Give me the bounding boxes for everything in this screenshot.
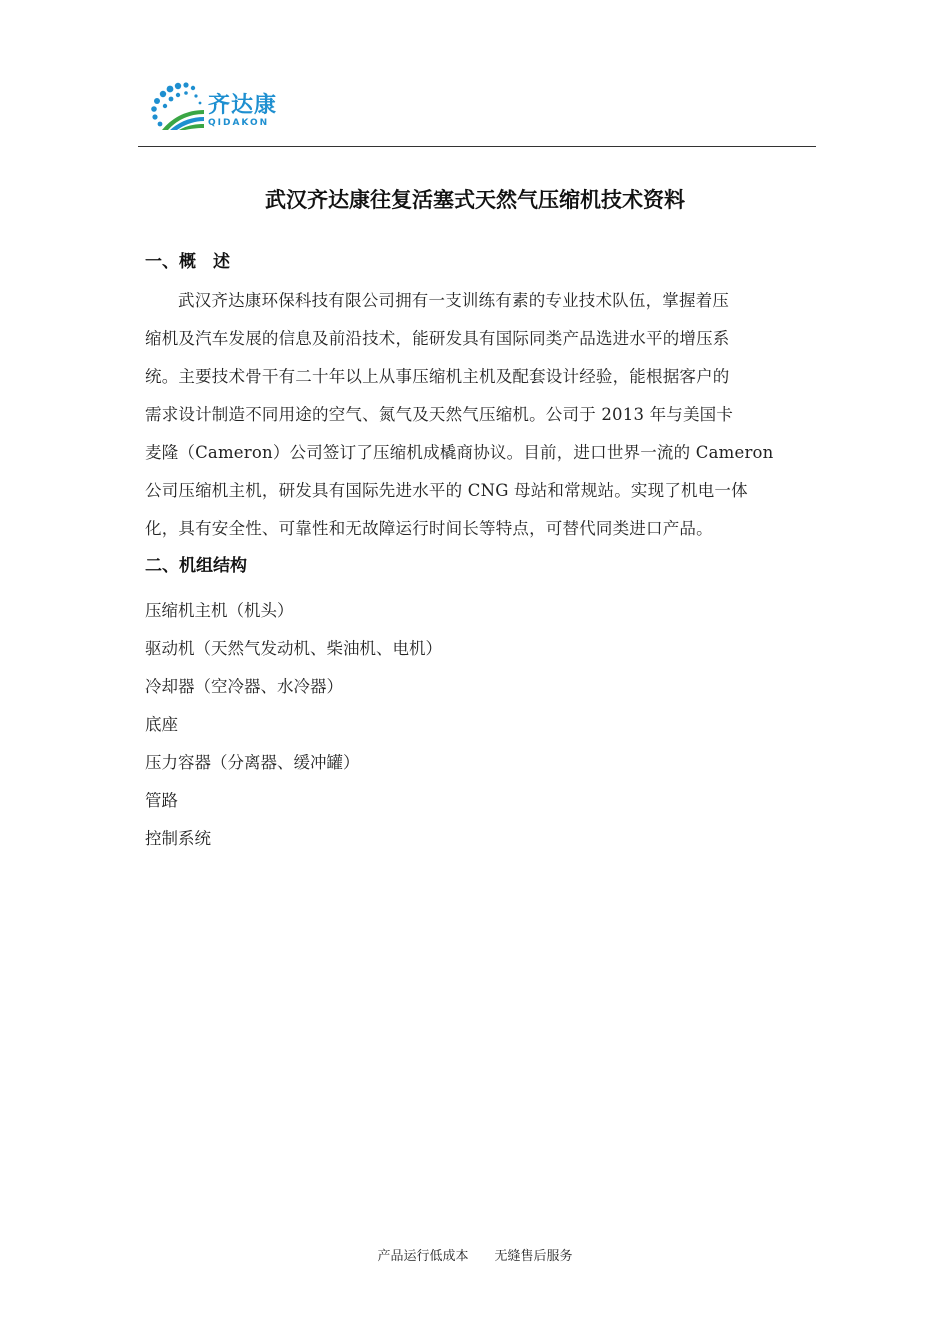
list-item: 控制系统 [145,829,211,848]
structure-list [145,592,809,858]
overview-paragraph [145,282,809,548]
list-item: 管路 [145,791,178,810]
list-item: 压力容器（分离器、缓冲罐） [145,753,360,772]
paragraph-line: 公司压缩机主机，研发具有国际先进水平的 CNG 母站和常规站。实现了机电一体 [145,481,748,500]
section-heading-overview: 一、概 述 [145,252,230,272]
section-heading-structure: 二、机组结构 [145,556,247,576]
list-item: 驱动机（天然气发动机、柴油机、电机） [145,639,442,658]
list-item: 冷却器（空冷器、水冷器） [145,677,343,696]
paragraph-line: 麦隆（Cameron）公司签订了压缩机成橇商协议。目前，进口世界一流的 Cameron [145,443,774,462]
paragraph-line: 缩机及汽车发展的信息及前沿技术，能研发具有国际同类产品选进水平的增压系 [145,329,730,348]
document-title: 武汉齐达康往复活塞式天然气压缩机技术资料 [265,188,685,212]
paragraph-line: 统。主要技术骨干有二十年以上从事压缩机主机及配套设计经验，能根据客户的 [145,367,730,386]
logo-english-name: QIDAKON [208,118,270,128]
paragraph-line: 化，具有安全性、可靠性和无故障运行时间长等特点，可替代同类进口产品。 [145,519,713,538]
logo-chinese-name: 齐达康 [208,93,278,118]
page-footer-slogan: 产品运行低成本 无缝售后服务 [377,1249,573,1264]
logo-emblem-icon [148,80,206,132]
paragraph-line: 需求设计制造不同用途的空气、氮气及天然气压缩机。公司于 2013 年与美国卡 [145,405,734,424]
company-logo [148,80,348,136]
header-divider [138,146,816,147]
paragraph-line: 武汉齐达康环保科技有限公司拥有一支训练有素的专业技术队伍，掌握着压 [178,291,730,310]
list-item: 底座 [145,715,178,734]
document-body [145,250,809,858]
list-item: 压缩机主机（机头） [145,601,294,620]
